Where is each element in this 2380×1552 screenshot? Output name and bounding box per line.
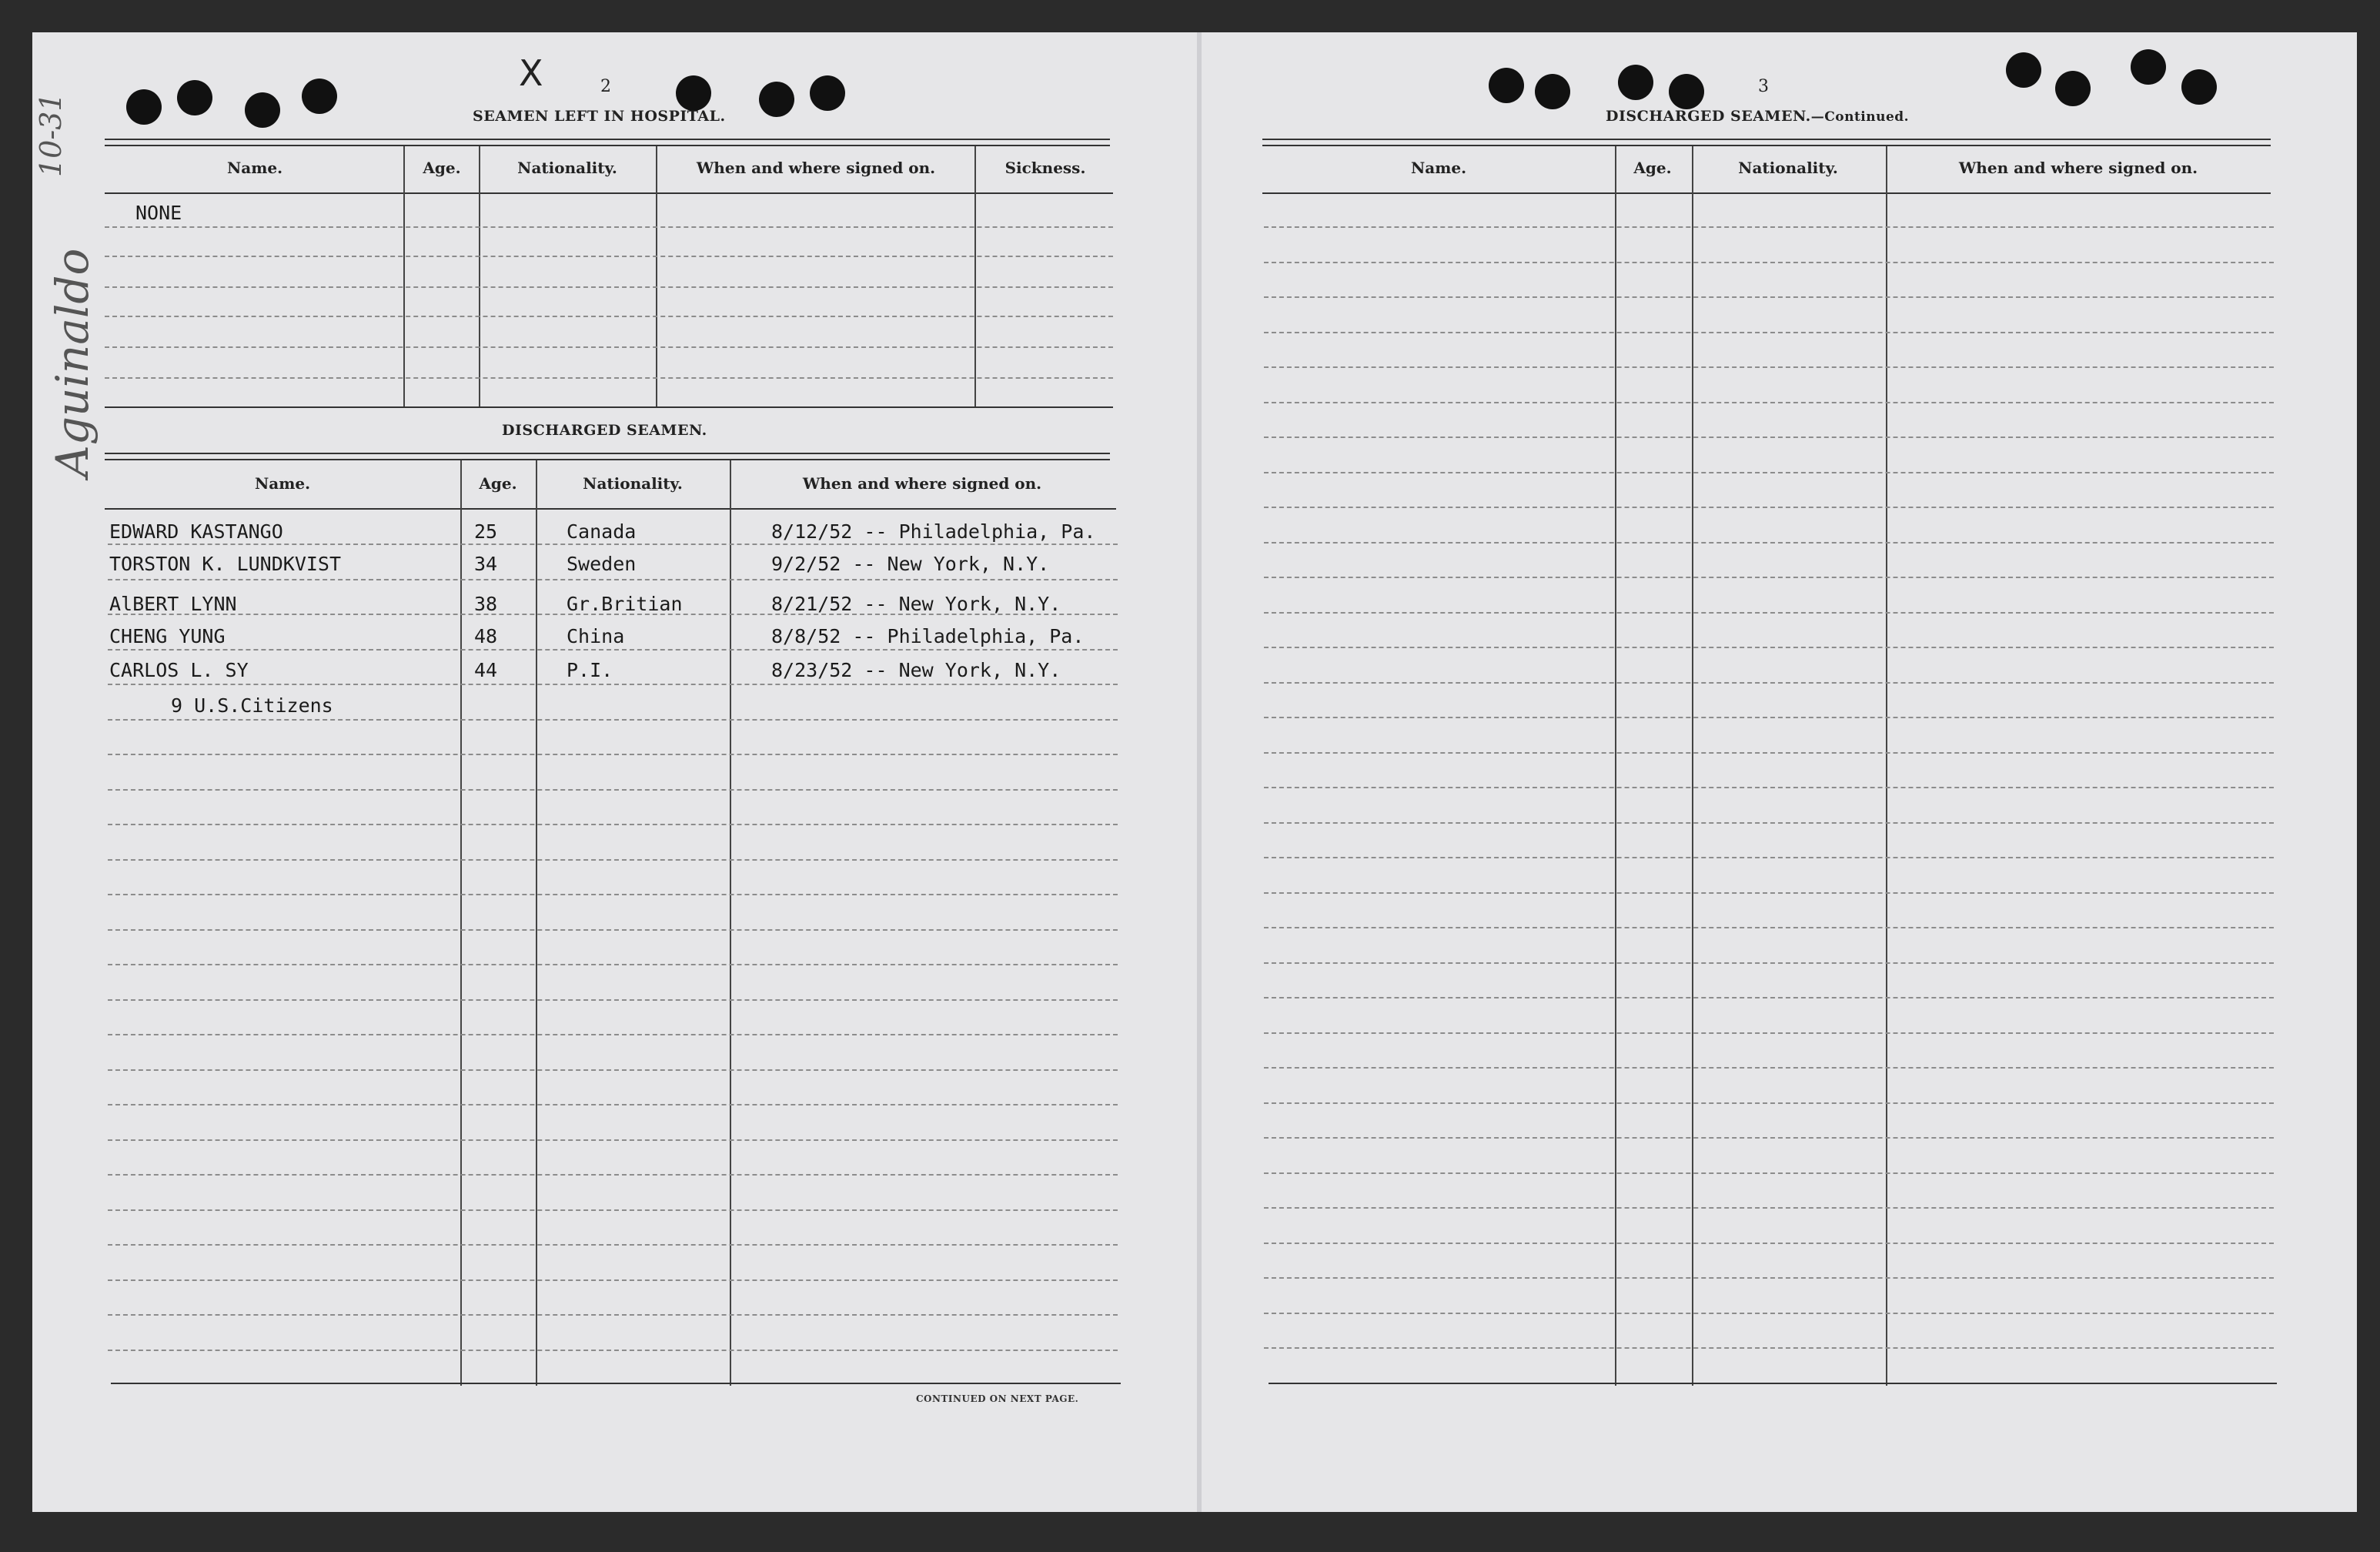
hospital-header-rule (105, 192, 1113, 194)
document-paper (32, 32, 2357, 1512)
seaman-age: 44 (474, 659, 498, 681)
discharged-col-divider (460, 460, 462, 1386)
continued-header-rule (1262, 192, 2271, 194)
ruled-line (1264, 717, 2274, 718)
continued-col-signed: When and where signed on. (1958, 159, 2198, 177)
discharged-top-rule (105, 459, 1110, 460)
punch-hole (1489, 68, 1524, 103)
punch-hole (810, 75, 845, 111)
seaman-name: TORSTON K. LUNDKVIST (109, 553, 342, 575)
page-number: 2 (600, 77, 611, 96)
ruled-line (1264, 402, 2274, 403)
ruled-line (1264, 857, 2274, 858)
ruled-line (108, 684, 1118, 685)
seaman-signed-on: 9/2/52 -- New York, N.Y. (771, 553, 1050, 575)
punch-hole (1669, 74, 1704, 109)
seaman-age: 25 (474, 520, 498, 543)
ruled-line (105, 226, 1113, 228)
check-mark: X (519, 52, 543, 94)
ruled-line (108, 824, 1118, 825)
ruled-line (1264, 1137, 2274, 1139)
hospital-col-name: Name. (226, 159, 283, 177)
punch-hole (302, 79, 337, 114)
ruled-line (1264, 1277, 2274, 1279)
seaman-age: 34 (474, 553, 498, 575)
ruled-line (1264, 787, 2274, 788)
seaman-nationality: P.I. (567, 659, 613, 681)
continued-col-nationality: Nationality. (1738, 159, 1838, 177)
ruled-line (108, 1209, 1118, 1211)
ruled-line (105, 346, 1113, 348)
discharged-col-name: Name. (254, 474, 311, 493)
punch-hole (759, 82, 794, 117)
ruled-line (1264, 752, 2274, 754)
punch-hole (2181, 69, 2217, 105)
seaman-signed-on: 8/8/52 -- Philadelphia, Pa. (771, 625, 1085, 647)
ruled-line (108, 999, 1118, 1001)
punch-hole (676, 75, 711, 111)
ruled-line (105, 316, 1113, 317)
hospital-col-divider (479, 146, 480, 406)
ruled-line (1264, 822, 2274, 824)
ruled-line (108, 1139, 1118, 1141)
discharged-bottom-rule (111, 1383, 1121, 1384)
seaman-age: 38 (474, 593, 498, 615)
discharged-header-rule (105, 508, 1116, 510)
ruled-line (1264, 577, 2274, 578)
ruled-line (1264, 366, 2274, 368)
ruled-line (108, 1174, 1118, 1176)
punch-hole (126, 89, 162, 125)
ruled-line (108, 649, 1118, 651)
ruled-line (108, 789, 1118, 791)
ruled-line (1264, 1172, 2274, 1174)
ruled-line (105, 377, 1113, 379)
seaman-signed-on: 8/12/52 -- Philadelphia, Pa. (771, 520, 1096, 543)
continued-bottom-rule (1269, 1383, 2277, 1384)
hospital-entry: NONE (135, 202, 182, 224)
discharged-col-divider (730, 460, 731, 1386)
ruled-line (108, 544, 1118, 545)
ruled-line (1264, 1347, 2274, 1349)
seaman-name: AlBERT LYNN (109, 593, 237, 615)
ruled-line (1264, 1243, 2274, 1244)
seaman-nationality: Canada (567, 520, 637, 543)
hospital-col-divider (974, 146, 976, 406)
ruled-line (1264, 296, 2274, 298)
hospital-col-divider (656, 146, 657, 406)
ruled-line (1264, 1313, 2274, 1314)
punch-hole (1535, 74, 1570, 109)
seaman-age: 48 (474, 625, 498, 647)
ruled-line (1264, 507, 2274, 508)
continued-top-rule (1262, 145, 2271, 146)
ruled-line (105, 256, 1113, 257)
page-gutter (1197, 32, 1202, 1512)
seaman-signed-on: 8/23/52 -- New York, N.Y. (771, 659, 1061, 681)
ruled-line (108, 1034, 1118, 1035)
ruled-line (108, 929, 1118, 931)
ruled-line (108, 579, 1118, 580)
discharged-col-divider (536, 460, 537, 1386)
seaman-name: EDWARD KASTANGO (109, 520, 283, 543)
ruled-line (1264, 997, 2274, 998)
continued-top-rule (1262, 139, 2271, 140)
ruled-line (1264, 226, 2274, 228)
continued-section-title (1606, 108, 1909, 125)
margin-number: 10-31 (34, 92, 68, 177)
punch-hole (1618, 65, 1653, 100)
punch-hole (177, 80, 212, 115)
ruled-line (108, 1279, 1118, 1281)
hospital-top-rule (105, 139, 1110, 140)
ruled-line (1264, 332, 2274, 333)
continued-col-name: Name. (1410, 159, 1467, 177)
hospital-col-divider (403, 146, 405, 406)
hospital-col-nationality: Nationality. (517, 159, 617, 177)
seaman-name: CARLOS L. SY (109, 659, 249, 681)
ruled-line (1264, 927, 2274, 928)
hospital-top-rule (105, 145, 1110, 146)
discharged-col-age: Age. (479, 474, 517, 493)
hospital-col-age: Age. (423, 159, 461, 177)
ruled-line (108, 1244, 1118, 1246)
ruled-line (108, 859, 1118, 861)
ruled-line (108, 1069, 1118, 1071)
discharged-col-signed: When and where signed on. (802, 474, 1042, 493)
continued-col-age: Age. (1633, 159, 1672, 177)
ruled-line (108, 754, 1118, 755)
punch-hole (2006, 52, 2041, 88)
ruled-line (1264, 892, 2274, 894)
ruled-line (1264, 1032, 2274, 1034)
seaman-signed-on: 8/21/52 -- New York, N.Y. (771, 593, 1061, 615)
discharged-top-rule (105, 453, 1110, 454)
ruled-line (108, 719, 1118, 721)
ruled-line (108, 1350, 1118, 1351)
seaman-nationality: China (567, 625, 625, 647)
continued-title-suffix: —Continued. (1810, 109, 1910, 125)
hospital-section-title: SEAMEN LEFT IN HOSPITAL. (473, 108, 726, 125)
continued-title-main: DISCHARGED SEAMEN. (1606, 108, 1811, 125)
ruled-line (1264, 1207, 2274, 1209)
ruled-line (108, 964, 1118, 965)
ruled-line (1264, 612, 2274, 614)
punch-hole (2131, 49, 2166, 85)
continued-footer: CONTINUED ON NEXT PAGE. (916, 1393, 1079, 1404)
us-citizens-note: 9 U.S.Citizens (171, 694, 333, 717)
seaman-name: CHENG YUNG (109, 625, 226, 647)
ruled-line (1264, 262, 2274, 263)
ruled-line (1264, 436, 2274, 438)
ruled-line (105, 286, 1113, 288)
seaman-nationality: Gr.Britian (567, 593, 683, 615)
ruled-line (1264, 1102, 2274, 1104)
ruled-line (1264, 682, 2274, 684)
ruled-line (1264, 647, 2274, 648)
punch-hole (245, 92, 280, 128)
ruled-line (1264, 542, 2274, 544)
hospital-col-signed: When and where signed on. (696, 159, 936, 177)
page-number: 3 (1758, 77, 1769, 96)
ruled-line (1264, 962, 2274, 964)
seaman-nationality: Sweden (567, 553, 637, 575)
margin-signature: Aguinaldo (46, 248, 99, 477)
ruled-line (108, 1314, 1118, 1316)
ruled-line (108, 1104, 1118, 1105)
discharged-section-title: DISCHARGED SEAMEN. (502, 422, 707, 439)
ruled-line (1264, 472, 2274, 473)
punch-hole (2055, 71, 2091, 106)
ruled-line (108, 894, 1118, 895)
hospital-bottom-rule (105, 406, 1113, 408)
ruled-line (1264, 1067, 2274, 1069)
hospital-col-sickness: Sickness. (1004, 159, 1086, 177)
discharged-col-nationality: Nationality. (583, 474, 683, 493)
